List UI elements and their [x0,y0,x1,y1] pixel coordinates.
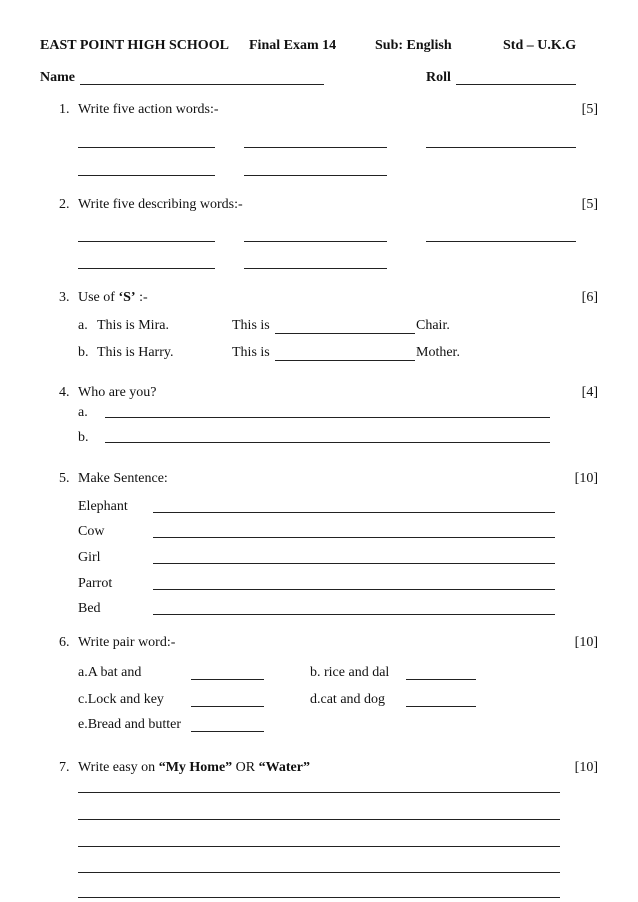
q1-blank[interactable] [426,147,576,148]
q4-text: Who are you? [78,385,157,400]
q1-blank[interactable] [244,175,387,176]
q7-blank[interactable] [78,792,560,793]
q5-blank[interactable] [153,614,555,615]
q1-marks: [5] [581,102,598,117]
q3-item-letter: a. [78,318,88,333]
q7-marks: [10] [574,760,598,775]
q1-blank[interactable] [244,147,387,148]
q1-number: 1. [59,102,70,117]
q7-number: 7. [59,760,70,775]
q5-number: 5. [59,471,70,486]
q6-pair: e.Bread and butter [78,717,182,732]
roll-label: Roll [426,70,451,85]
q7-blank[interactable] [78,846,560,847]
q2-blank[interactable] [426,241,576,242]
exam-title: Final Exam 14 [249,38,337,53]
q3-item-end: Mother. [416,345,460,360]
q6-blank[interactable] [406,706,476,707]
q6-pair: c.Lock and key [78,692,164,707]
standard: Std – U.K.G [503,38,577,53]
q5-word: Elephant [78,499,128,514]
q5-word: Parrot [78,576,113,591]
name-blank[interactable] [80,84,324,85]
q2-blank[interactable] [78,268,215,269]
q5-text: Make Sentence: [78,471,168,486]
q4-blank[interactable] [105,417,550,418]
q5-blank[interactable] [153,537,555,538]
q3-blank[interactable] [275,360,415,361]
q4-marks: [4] [581,385,598,400]
q1-blank[interactable] [78,147,215,148]
q3-item-example: This is Harry. [97,345,174,360]
q3-item-end: Chair. [416,318,450,333]
q2-blank[interactable] [244,268,387,269]
q5-word: Cow [78,524,105,539]
q3-item-prompt: This is [232,318,270,333]
q5-blank[interactable] [153,563,555,564]
q4-letter: b. [78,430,89,445]
q2-text: Write five describing words:- [78,197,243,212]
name-label: Name [40,70,75,85]
q6-pair: b. rice and dal [310,665,390,680]
q6-pair: a.A bat and [78,665,142,680]
q6-text: Write pair word:- [78,635,176,650]
q2-number: 2. [59,197,70,212]
q6-pair: d.cat and dog [310,692,386,707]
q5-blank[interactable] [153,589,555,590]
q6-marks: [10] [574,635,598,650]
q2-marks: [5] [581,197,598,212]
q3-marks: [6] [581,290,598,305]
q7-blank[interactable] [78,897,560,898]
q3-item-letter: b. [78,345,89,360]
q6-number: 6. [59,635,70,650]
subject: Sub: English [375,38,452,53]
q5-word: Bed [78,601,101,616]
q3-text: Use of ‘S’ :- [78,290,148,305]
q4-letter: a. [78,405,88,420]
q3-item-prompt: This is [232,345,270,360]
q6-blank[interactable] [406,679,476,680]
q7-blank[interactable] [78,872,560,873]
q4-number: 4. [59,385,70,400]
q2-blank[interactable] [244,241,387,242]
q5-word: Girl [78,550,101,565]
q3-item-example: This is Mira. [97,318,169,333]
q6-blank[interactable] [191,706,264,707]
q5-marks: [10] [574,471,598,486]
q6-blank[interactable] [191,679,264,680]
q3-blank[interactable] [275,333,415,334]
q1-blank[interactable] [78,175,215,176]
q3-number: 3. [59,290,70,305]
q4-blank[interactable] [105,442,550,443]
q7-blank[interactable] [78,819,560,820]
q1-text: Write five action words:- [78,102,219,117]
q2-blank[interactable] [78,241,215,242]
q6-blank[interactable] [191,731,264,732]
school-name: EAST POINT HIGH SCHOOL [40,38,229,53]
q7-text: Write easy on “My Home” OR “Water” [78,760,310,775]
roll-blank[interactable] [456,84,576,85]
q5-blank[interactable] [153,512,555,513]
